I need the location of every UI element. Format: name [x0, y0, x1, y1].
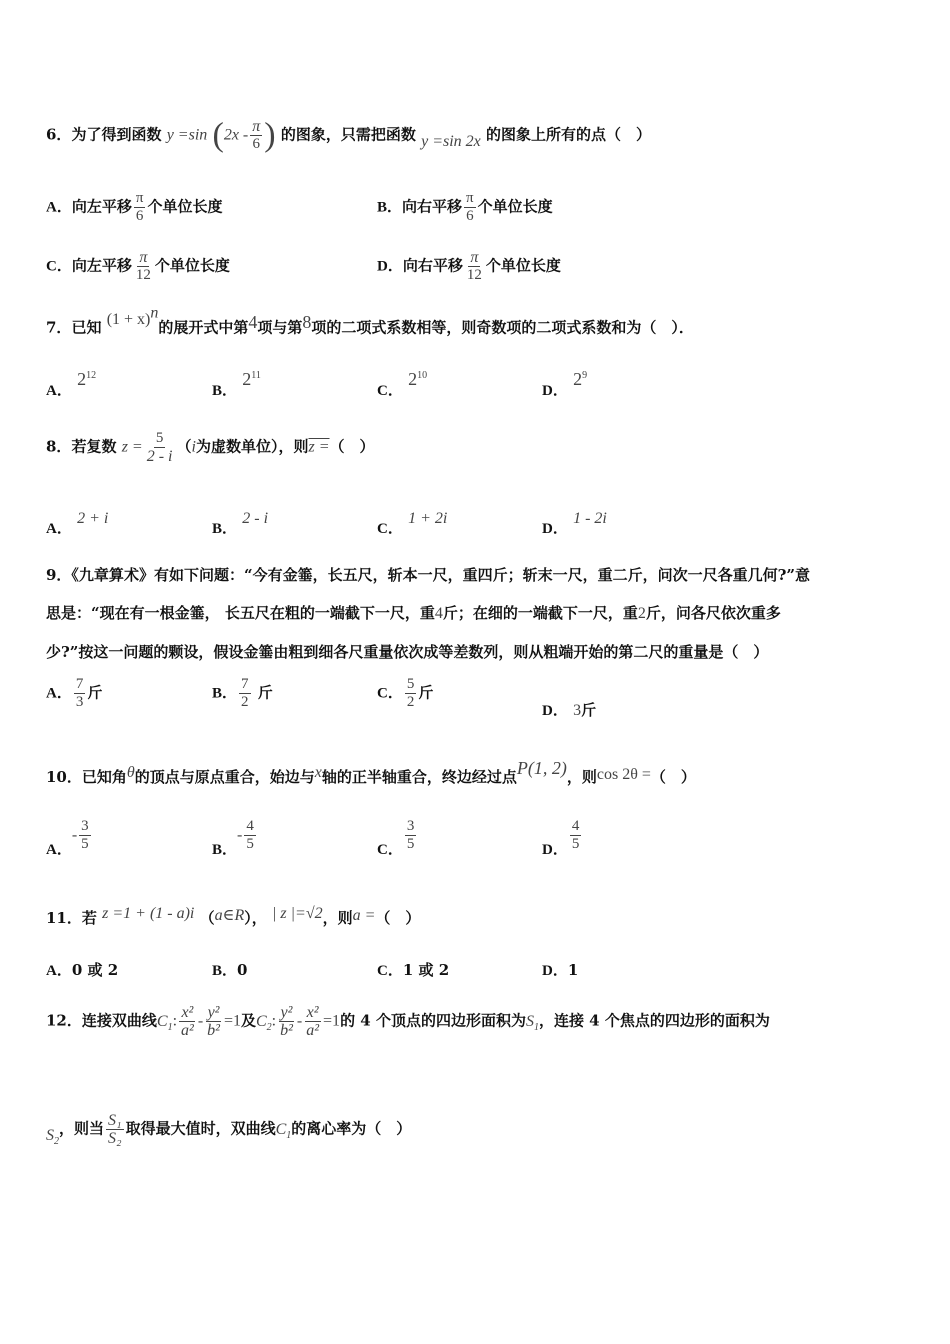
- q7-option-d[interactable]: [542, 366, 588, 399]
- q6-option-c[interactable]: [46, 249, 230, 284]
- stem-text: 及: [240, 1011, 256, 1030]
- stem-text: ，则: [566, 768, 597, 786]
- math-subscript: 2: [266, 1021, 272, 1033]
- q10-option-b[interactable]: [212, 818, 258, 858]
- q8-stem: [46, 430, 375, 465]
- math-expression: z =: [121, 438, 143, 456]
- stem-text: 项的二项式系数相等，则奇数项的二项式系数和为（ ）．: [311, 318, 694, 337]
- math-colon: :: [172, 1012, 178, 1030]
- frac-den: 12: [466, 267, 482, 283]
- frac-num: π: [466, 190, 474, 206]
- option-text: 个单位长度: [485, 256, 561, 275]
- option-label: A．: [46, 685, 72, 702]
- option-value: 1: [567, 961, 579, 979]
- frac-num: 4: [571, 818, 580, 834]
- stem-text: 的展开式中第: [158, 318, 249, 337]
- math-expression: a =: [352, 907, 376, 924]
- math-symbol: C: [275, 1120, 287, 1138]
- frac-num: 3: [406, 818, 415, 834]
- stem-text: 斤；在细的一端截下一尺，重: [442, 604, 638, 622]
- q11-option-c[interactable]: [377, 960, 449, 981]
- frac-num: y²: [207, 1004, 220, 1021]
- q11-option-a[interactable]: [46, 960, 118, 981]
- math-operator: -: [296, 1012, 303, 1030]
- frac-num: π: [139, 249, 148, 266]
- frac-num: S₁: [108, 1112, 122, 1129]
- question-number: 6．: [46, 125, 72, 144]
- option-value: 0 或 2: [71, 961, 119, 979]
- math-expression: cos 2θ =: [596, 766, 651, 783]
- option-label: C．: [377, 841, 403, 858]
- math-number: 4: [434, 605, 443, 622]
- stem-text: （: [199, 909, 215, 927]
- math-power: [408, 369, 427, 389]
- math-function: y =sin 2x: [421, 132, 481, 150]
- q9-stem: [46, 556, 916, 671]
- stem-text: 连接双曲线: [81, 1011, 157, 1030]
- math-expression: a∈R: [214, 907, 245, 924]
- q10-stem: [46, 758, 696, 788]
- q11-option-d[interactable]: [542, 960, 578, 981]
- option-label: A．: [46, 841, 72, 858]
- frac-den: 2 - i: [146, 448, 173, 465]
- option-text: 向右平移: [402, 197, 463, 216]
- q9-option-d[interactable]: [542, 700, 596, 721]
- frac-den: 12: [135, 267, 151, 283]
- q7-option-b[interactable]: [212, 366, 261, 399]
- q11-option-b[interactable]: [212, 960, 247, 981]
- frac-num: y²: [280, 1004, 293, 1021]
- option-label: C．: [377, 685, 403, 702]
- math-fraction: [304, 1004, 321, 1039]
- stem-text: 为虚数单位），则: [195, 437, 309, 456]
- stem-text: （ ）: [375, 909, 421, 927]
- frac-num: π: [470, 249, 479, 266]
- math-fraction: [405, 818, 417, 853]
- math-fraction: [106, 1112, 124, 1147]
- math-fraction: [134, 190, 146, 225]
- frac-den: b²: [207, 1022, 220, 1039]
- stem-text: 轴的正半轴重合，终边经过点: [321, 768, 517, 786]
- stem-line: 9．《九章算术》有如下问题：“今有金箠，长五尺，斩本一尺，重四斤；斩末一尺，重二斤，问次一尺各重几何?”意: [46, 566, 810, 584]
- frac-num: π: [135, 190, 144, 206]
- q10-option-d[interactable]: [542, 818, 583, 858]
- stem-text: 若复数: [71, 437, 117, 456]
- math-fraction: [250, 118, 262, 153]
- math-fraction: [134, 249, 153, 284]
- option-value: 1 - 2i: [573, 510, 607, 527]
- q12-stem-line1: [46, 1004, 770, 1039]
- question-number: 10．: [46, 768, 82, 786]
- option-text: 向右平移: [402, 256, 463, 275]
- stem-text: （ ）: [329, 437, 375, 456]
- q6-stem: [46, 118, 651, 153]
- option-label: C．: [377, 521, 403, 537]
- math-symbol: S: [46, 1126, 54, 1144]
- stem-line: 少?”按这一问题的颗设，假设金箠由粗到细各尺重量依次成等差数列，则从粗端开始的第二尺的重量是（ ）: [46, 643, 769, 661]
- paren-left: (: [212, 116, 224, 154]
- math-curve-c2: [255, 1012, 272, 1033]
- frac-num: 5: [406, 676, 415, 692]
- math-operator: -: [197, 1012, 204, 1030]
- frac-num: x²: [306, 1004, 319, 1021]
- option-label: A．: [46, 383, 72, 399]
- stem-text: ），: [244, 909, 267, 927]
- option-label: C．: [377, 963, 403, 979]
- math-conjugate: z =: [308, 438, 330, 456]
- option-unit: 斤: [87, 683, 103, 702]
- option-value: 2 + i: [77, 510, 109, 527]
- math-base: 2: [573, 369, 583, 389]
- math-base: 2: [408, 369, 418, 389]
- math-fraction: [278, 1004, 295, 1039]
- math-symbol: C: [255, 1012, 267, 1030]
- stem-text: 的顶点与原点重合，始边与: [134, 768, 315, 786]
- math-fraction: [79, 818, 91, 853]
- q8-option-c[interactable]: [377, 508, 448, 537]
- option-label: B．: [377, 199, 403, 216]
- option-value: 1 或 2: [402, 961, 450, 979]
- option-sign: -: [237, 826, 243, 844]
- q8-option-b[interactable]: [212, 508, 269, 537]
- math-exponent: 11: [251, 370, 261, 381]
- math-fraction: [405, 676, 417, 711]
- stem-text: 思是：“现在有一根金箠， 长五尺在粗的一端截下一尺，重: [46, 604, 435, 622]
- math-fraction: [244, 818, 256, 853]
- math-number: 8: [302, 312, 312, 333]
- q6-option-d[interactable]: [377, 249, 561, 284]
- option-label: B．: [212, 841, 238, 858]
- stem-text: （ ）: [650, 768, 696, 786]
- math-power: [242, 369, 261, 389]
- math-exponent: n: [150, 305, 159, 322]
- option-text: 向左平移: [71, 256, 132, 275]
- option-text: 个单位长度: [154, 256, 230, 275]
- math-curve-c1: [156, 1012, 173, 1033]
- option-label: B．: [212, 685, 238, 702]
- math-fraction: [145, 430, 175, 465]
- option-label: A．: [46, 963, 72, 979]
- math-area-s2: [46, 1126, 59, 1147]
- stem-text: 已知角: [81, 768, 127, 786]
- frac-den: 5: [406, 836, 415, 852]
- frac-den: 3: [75, 694, 84, 710]
- option-label: D．: [542, 703, 568, 719]
- math-area-s1: [525, 1012, 539, 1033]
- option-value: 3: [573, 702, 582, 719]
- option-label: B．: [212, 521, 238, 537]
- q8-option-d[interactable]: [542, 508, 607, 537]
- q7-stem: [46, 305, 694, 338]
- option-label: D．: [377, 258, 403, 275]
- frac-num: 7: [241, 676, 249, 692]
- math-fraction: [239, 676, 251, 711]
- option-text: 个单位长度: [147, 197, 223, 216]
- q9-option-b[interactable]: [212, 676, 273, 711]
- option-label: B．: [212, 963, 238, 979]
- q8-option-a[interactable]: [46, 508, 109, 537]
- math-equals: =1: [223, 1012, 241, 1030]
- stem-text: ，则当: [59, 1119, 105, 1138]
- option-label: A．: [46, 199, 72, 216]
- option-label: B．: [212, 383, 238, 399]
- stem-text: 的离心率为（ ）: [291, 1119, 412, 1138]
- math-base: (1 + x): [106, 311, 151, 329]
- math-inner: 2x -: [223, 126, 249, 144]
- stem-text: 斤，问各尺依次重多: [645, 604, 781, 622]
- math-symbol: i: [191, 438, 196, 456]
- question-number: 11．: [46, 909, 82, 927]
- math-fraction: [464, 190, 476, 225]
- frac-den: 5: [571, 836, 580, 852]
- math-colon: :: [271, 1012, 277, 1030]
- frac-den: S₂: [108, 1130, 122, 1147]
- frac-den: 6: [252, 136, 261, 152]
- stem-text: 的 4 个顶点的四边形面积为: [340, 1011, 526, 1030]
- math-equals: =1: [323, 1012, 341, 1030]
- q9-option-a[interactable]: [46, 676, 102, 711]
- math-symbol: x: [314, 764, 322, 781]
- q12-stem-line2: [46, 1112, 411, 1147]
- stem-line: [46, 594, 916, 633]
- math-curve-c1: [275, 1120, 292, 1141]
- q9-option-c[interactable]: [377, 676, 433, 711]
- option-label: D．: [542, 383, 568, 399]
- option-value: 0: [237, 961, 248, 979]
- frac-num: 5: [155, 430, 164, 446]
- q7-option-a[interactable]: [46, 366, 97, 399]
- q6-option-a[interactable]: [46, 190, 222, 225]
- frac-den: 5: [81, 836, 89, 852]
- option-label: D．: [542, 521, 568, 537]
- frac-den: 2: [241, 694, 249, 710]
- option-label: D．: [542, 841, 568, 858]
- option-unit: 斤: [418, 683, 434, 702]
- frac-den: 2: [406, 694, 415, 710]
- stem-text: 若: [81, 909, 97, 927]
- math-subscript: 1: [533, 1021, 539, 1033]
- math-base: 2: [242, 369, 252, 389]
- math-fraction: [179, 1004, 196, 1039]
- frac-num: 7: [75, 676, 84, 692]
- math-exponent: 12: [86, 370, 97, 381]
- math-symbol: C: [156, 1012, 168, 1030]
- option-text: 向左平移: [71, 197, 132, 216]
- math-symbol: θ: [126, 764, 135, 781]
- stem-text: 的图象，只需把函数: [280, 125, 416, 144]
- math-subscript: 2: [54, 1135, 59, 1147]
- question-number: 8．: [46, 437, 72, 456]
- frac-den: a²: [181, 1022, 194, 1039]
- option-sign: -: [71, 826, 78, 844]
- math-fraction: [74, 676, 86, 711]
- option-label: C．: [377, 383, 403, 399]
- math-function: y =sin: [166, 126, 208, 144]
- stem-text: ，连接 4 个焦点的四边形的面积为: [538, 1011, 770, 1030]
- math-point: P(1, 2): [516, 758, 567, 778]
- frac-den: 5: [246, 836, 254, 852]
- option-label: C．: [46, 258, 72, 275]
- frac-den: a²: [306, 1022, 320, 1039]
- math-fraction: [465, 249, 484, 284]
- math-number: 4: [248, 312, 258, 333]
- frac-den: 6: [466, 208, 474, 224]
- option-value: 2 - i: [242, 510, 269, 527]
- question-number: 12．: [46, 1011, 82, 1030]
- frac-num: π: [252, 118, 261, 135]
- option-label: D．: [542, 963, 568, 979]
- option-unit: 斤: [581, 701, 597, 719]
- option-text: 个单位长度: [477, 197, 553, 216]
- stem-text: 的图象上所有的点（ ）: [486, 125, 652, 144]
- option-label: A．: [46, 521, 72, 537]
- stem-text: 取得最大值时，双曲线: [125, 1119, 276, 1138]
- math-number: 2: [637, 605, 646, 622]
- frac-den: 6: [135, 208, 144, 224]
- frac-den: b²: [280, 1022, 293, 1039]
- q10-option-c[interactable]: [377, 818, 418, 858]
- option-unit: 斤: [257, 683, 273, 702]
- stem-text: ，则: [322, 909, 353, 927]
- math-fraction: [570, 818, 582, 853]
- stem-text: 项与第: [257, 318, 303, 337]
- q7-option-c[interactable]: [377, 366, 428, 399]
- math-binomial: [106, 305, 159, 329]
- math-subscript: 1: [286, 1129, 292, 1141]
- math-power: [77, 369, 96, 389]
- q11-stem: [46, 905, 421, 929]
- question-number: 7．: [46, 318, 72, 337]
- q6-option-b[interactable]: [377, 190, 553, 225]
- frac-num: 4: [246, 818, 254, 834]
- stem-text: （: [176, 437, 192, 456]
- stem-text: 为了得到函数: [71, 125, 162, 144]
- math-power: [573, 369, 587, 389]
- option-value: 1 + 2i: [408, 510, 448, 527]
- math-expression: | z |=√2: [272, 905, 323, 922]
- math-base: 2: [77, 369, 87, 389]
- math-subscript: 1: [167, 1021, 173, 1033]
- frac-num: 3: [81, 818, 89, 834]
- math-exponent: 9: [582, 370, 588, 381]
- stem-text: 已知: [71, 318, 102, 337]
- math-fraction: [205, 1004, 222, 1039]
- math-expression: z =1 + (1 - a)i: [102, 905, 195, 922]
- q10-option-a[interactable]: [46, 818, 93, 858]
- paren-right: ): [264, 116, 276, 154]
- math-symbol: S: [525, 1012, 534, 1030]
- math-exponent: 10: [417, 370, 428, 381]
- frac-num: x²: [181, 1004, 194, 1021]
